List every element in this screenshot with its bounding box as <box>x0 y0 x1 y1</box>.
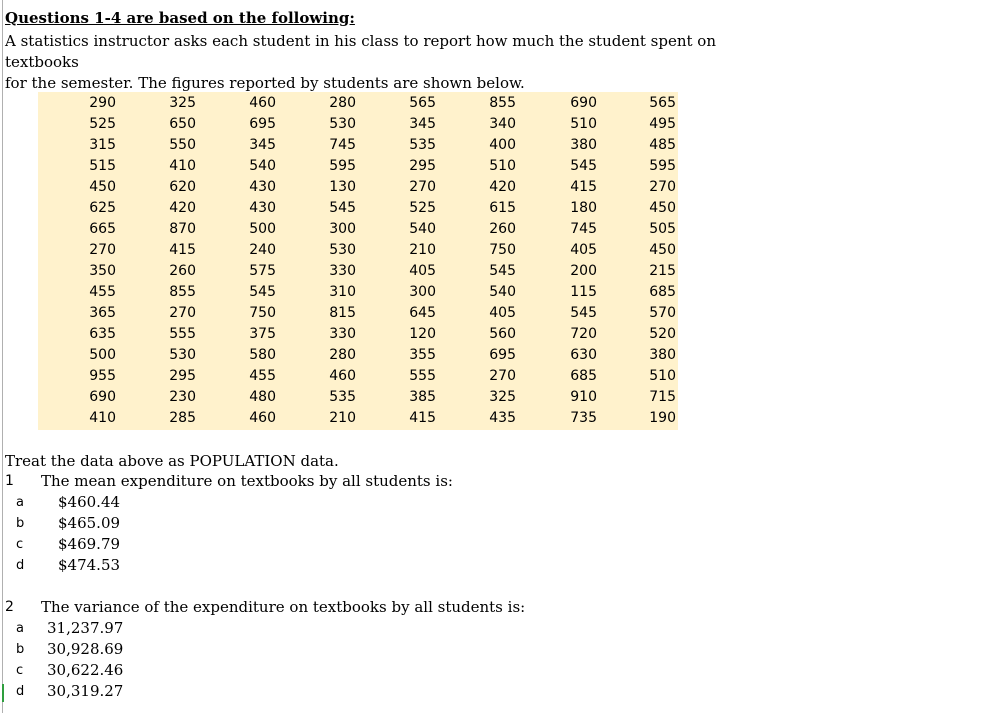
table-cell: 325 <box>489 389 516 405</box>
table-cell: 420 <box>489 179 516 195</box>
table-cell: 540 <box>249 158 276 174</box>
table-cell: 270 <box>409 179 436 195</box>
table-cell: 375 <box>249 326 276 342</box>
table-row <box>38 408 678 429</box>
q2-option-c-letter: c <box>16 663 24 678</box>
table-cell: 380 <box>649 347 676 363</box>
table-cell: 690 <box>89 389 116 405</box>
intro-line: A statistics instructor asks each student in his class to report how much the student spent on textbooks <box>5 32 716 71</box>
table-cell: 500 <box>249 221 276 237</box>
table-cell: 545 <box>570 158 597 174</box>
table-cell: 690 <box>570 95 597 111</box>
table-cell: 855 <box>489 95 516 111</box>
q2-option-a-value: 31,237.97 <box>47 619 124 637</box>
table-cell: 400 <box>489 137 516 153</box>
table-cell: 910 <box>570 389 597 405</box>
table-cell: 260 <box>489 221 516 237</box>
table-cell: 540 <box>489 284 516 300</box>
table-cell: 200 <box>570 263 597 279</box>
table-cell: 510 <box>570 116 597 132</box>
table-cell: 620 <box>169 179 196 195</box>
table-cell: 855 <box>169 284 196 300</box>
table-cell: 345 <box>409 116 436 132</box>
table-row <box>38 282 678 303</box>
selection-marker <box>2 684 4 702</box>
table-cell: 570 <box>649 305 676 321</box>
table-cell: 955 <box>89 368 116 384</box>
q2-option-d-value: 30,319.27 <box>47 682 124 700</box>
table-cell: 405 <box>489 305 516 321</box>
section-heading: Questions 1-4 are based on the following: <box>5 9 355 27</box>
table-cell: 365 <box>89 305 116 321</box>
table-cell: 685 <box>649 284 676 300</box>
table-cell: 315 <box>89 137 116 153</box>
table-cell: 415 <box>409 410 436 426</box>
table-cell: 745 <box>570 221 597 237</box>
table-cell: 630 <box>570 347 597 363</box>
table-cell: 450 <box>89 179 116 195</box>
table-row <box>38 345 678 366</box>
table-cell: 535 <box>329 389 356 405</box>
table-cell: 715 <box>649 389 676 405</box>
q1-option-d-letter: d <box>16 558 25 573</box>
table-cell: 460 <box>249 95 276 111</box>
table-cell: 525 <box>409 200 436 216</box>
table-row <box>38 114 678 135</box>
table-cell: 635 <box>89 326 116 342</box>
table-cell: 485 <box>649 137 676 153</box>
q2-option-b-letter: b <box>16 642 25 657</box>
q2-option-d-letter: d <box>16 684 25 699</box>
table-cell: 415 <box>169 242 196 258</box>
table-cell: 330 <box>329 263 356 279</box>
table-cell: 270 <box>89 242 116 258</box>
table-row <box>38 366 678 387</box>
table-cell: 645 <box>409 305 436 321</box>
table-cell: 180 <box>570 200 597 216</box>
table-row <box>38 93 678 114</box>
table-cell: 545 <box>329 200 356 216</box>
table-cell: 555 <box>169 326 196 342</box>
table-cell: 695 <box>249 116 276 132</box>
table-row <box>38 261 678 282</box>
question-2-text: The variance of the expenditure on textbooks by all students is: <box>41 598 526 616</box>
table-cell: 540 <box>409 221 436 237</box>
table-cell: 695 <box>489 347 516 363</box>
q1-option-a-letter: a <box>16 495 24 510</box>
table-cell: 345 <box>249 137 276 153</box>
table-cell: 735 <box>570 410 597 426</box>
table-cell: 750 <box>489 242 516 258</box>
table-cell: 410 <box>169 158 196 174</box>
table-cell: 130 <box>329 179 356 195</box>
table-cell: 615 <box>489 200 516 216</box>
table-cell: 410 <box>89 410 116 426</box>
table-cell: 530 <box>329 242 356 258</box>
table-cell: 720 <box>570 326 597 342</box>
table-cell: 460 <box>329 368 356 384</box>
table-cell: 355 <box>409 347 436 363</box>
table-cell: 270 <box>169 305 196 321</box>
table-cell: 295 <box>409 158 436 174</box>
table-cell: 415 <box>570 179 597 195</box>
table-cell: 580 <box>249 347 276 363</box>
table-row <box>38 198 678 219</box>
q1-option-b-letter: b <box>16 516 25 531</box>
table-cell: 450 <box>649 200 676 216</box>
table-cell: 815 <box>329 305 356 321</box>
table-cell: 565 <box>409 95 436 111</box>
q1-option-d-value: $474.53 <box>58 556 121 574</box>
table-row <box>38 135 678 156</box>
q1-option-c-value: $469.79 <box>58 535 121 553</box>
table-cell: 300 <box>409 284 436 300</box>
table-cell: 520 <box>649 326 676 342</box>
table-cell: 120 <box>409 326 436 342</box>
table-cell: 750 <box>249 305 276 321</box>
table-cell: 380 <box>570 137 597 153</box>
table-cell: 555 <box>409 368 436 384</box>
table-cell: 210 <box>409 242 436 258</box>
table-cell: 510 <box>489 158 516 174</box>
table-cell: 535 <box>409 137 436 153</box>
table-cell: 295 <box>169 368 196 384</box>
table-cell: 290 <box>89 95 116 111</box>
intro-line: for the semester. The figures reported by students are shown below. <box>5 74 525 92</box>
table-row <box>38 219 678 240</box>
q1-option-b-value: $465.09 <box>58 514 121 532</box>
expenditure-data-table <box>38 92 678 430</box>
left-gridline <box>2 0 3 713</box>
table-cell: 430 <box>249 200 276 216</box>
table-cell: 625 <box>89 200 116 216</box>
table-cell: 460 <box>249 410 276 426</box>
table-cell: 505 <box>649 221 676 237</box>
table-cell: 260 <box>169 263 196 279</box>
table-cell: 340 <box>489 116 516 132</box>
table-cell: 285 <box>169 410 196 426</box>
table-row <box>38 156 678 177</box>
table-cell: 190 <box>649 410 676 426</box>
table-cell: 240 <box>249 242 276 258</box>
table-cell: 435 <box>489 410 516 426</box>
table-row <box>38 240 678 261</box>
table-cell: 745 <box>329 137 356 153</box>
q1-option-c-letter: c <box>16 537 24 552</box>
intro-paragraph <box>5 31 765 94</box>
table-cell: 530 <box>329 116 356 132</box>
table-cell: 560 <box>489 326 516 342</box>
table-cell: 500 <box>89 347 116 363</box>
table-cell: 280 <box>329 95 356 111</box>
table-cell: 405 <box>570 242 597 258</box>
table-cell: 495 <box>649 116 676 132</box>
table-cell: 650 <box>169 116 196 132</box>
table-cell: 420 <box>169 200 196 216</box>
table-cell: 455 <box>249 368 276 384</box>
population-note: Treat the data above as POPULATION data. <box>5 452 339 470</box>
table-cell: 310 <box>329 284 356 300</box>
table-cell: 450 <box>649 242 676 258</box>
question-1-number: 1 <box>5 473 14 489</box>
table-cell: 325 <box>169 95 196 111</box>
table-cell: 455 <box>89 284 116 300</box>
table-cell: 280 <box>329 347 356 363</box>
table-cell: 685 <box>570 368 597 384</box>
table-cell: 270 <box>489 368 516 384</box>
table-cell: 115 <box>570 284 597 300</box>
q1-option-a-value: $460.44 <box>58 493 121 511</box>
table-cell: 550 <box>169 137 196 153</box>
table-cell: 480 <box>249 389 276 405</box>
table-cell: 270 <box>649 179 676 195</box>
table-cell: 230 <box>169 389 196 405</box>
q2-option-c-value: 30,622.46 <box>47 661 124 679</box>
table-cell: 300 <box>329 221 356 237</box>
table-cell: 525 <box>89 116 116 132</box>
table-cell: 665 <box>89 221 116 237</box>
table-cell: 545 <box>249 284 276 300</box>
table-cell: 405 <box>409 263 436 279</box>
table-cell: 385 <box>409 389 436 405</box>
table-row <box>38 303 678 324</box>
table-cell: 515 <box>89 158 116 174</box>
table-cell: 430 <box>249 179 276 195</box>
table-cell: 595 <box>649 158 676 174</box>
question-2-number: 2 <box>5 599 14 615</box>
table-cell: 595 <box>329 158 356 174</box>
table-cell: 210 <box>329 410 356 426</box>
table-cell: 870 <box>169 221 196 237</box>
table-cell: 575 <box>249 263 276 279</box>
table-cell: 545 <box>570 305 597 321</box>
table-cell: 530 <box>169 347 196 363</box>
question-1-text: The mean expenditure on textbooks by all students is: <box>41 472 453 490</box>
table-cell: 545 <box>489 263 516 279</box>
q2-option-a-letter: a <box>16 621 24 636</box>
table-cell: 510 <box>649 368 676 384</box>
table-row <box>38 177 678 198</box>
q2-option-b-value: 30,928.69 <box>47 640 124 658</box>
table-cell: 330 <box>329 326 356 342</box>
table-cell: 215 <box>649 263 676 279</box>
table-row <box>38 387 678 408</box>
table-cell: 350 <box>89 263 116 279</box>
table-row <box>38 324 678 345</box>
table-cell: 565 <box>649 95 676 111</box>
